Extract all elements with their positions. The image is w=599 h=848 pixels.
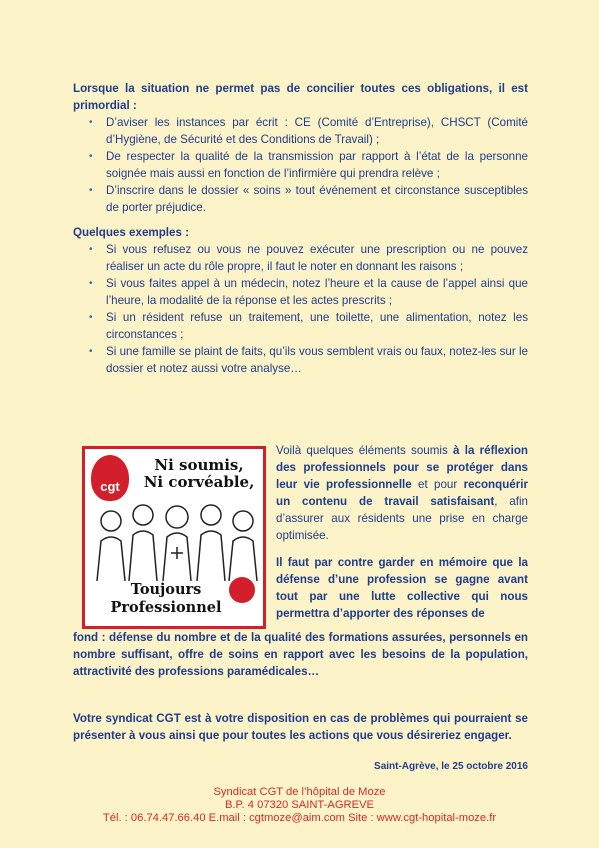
- collective-paragraph: Il faut par contre garder en mémoire que la défense d’une profession se gagne avant tout par une lutte collective qui nous permettra d’apporter des réponses de: [276, 556, 528, 620]
- poster-tagline: Toujours Professionnel: [110, 581, 222, 616]
- closing-paragraph: Votre syndicat CGT est à votre disposition en cas de problèmes qui pourraient se présenter à vous ainsi que pour toutes les actions que vous désireriez engager.: [73, 712, 528, 742]
- examples-heading: Quelques exemples :: [73, 226, 189, 239]
- list-item: • Si une famille se plaint de faits, qu’ils vous semblent vrais ou faux, notez-les sur le dossier et notez aussi votre analyse…: [89, 345, 528, 375]
- bullet-icon: •: [89, 278, 93, 289]
- reflection-paragraph: Voilà quelques éléments soumis à la réflexion des professionnels pour se protéger dans leur vie professionnelle et pour reconquérir un contenu de travail satisfaisant, afin d’assurer aux résidents une prise en charge optimisée.: [276, 444, 528, 542]
- footer-union: Syndicat CGT de l’hôpital de Moze: [213, 786, 386, 798]
- footer: [0, 786, 599, 825]
- signature-date: Saint-Agrève, le 25 octobre 2016: [374, 761, 528, 772]
- intro-paragraph: Lorsque la situation ne permet pas de concilier toutes ces obligations, il est primordial :: [73, 82, 528, 112]
- cgt-poster-image: [82, 446, 266, 629]
- footer-address: B.P. 4 07320 SAINT-AGREVE: [224, 799, 375, 811]
- main-content: [73, 80, 528, 385]
- footer-contact: Tél. : 06.74.47.66.40 E.mail : cgtmoze@aim.com Site : www.cgt-hopital-moze.fr: [102, 812, 497, 824]
- continuation-paragraph: fond : défense du nombre et de la qualité des formations assurées, personnels en nombre suffisant, offre de soins en rapport avec les besoins de la population, attractivité des professions paramédicales…: [73, 631, 528, 678]
- cgt-logo-icon: cgt: [91, 455, 129, 501]
- examples-list: [73, 241, 528, 377]
- list-item: • Si un résident refuse un traitement, une toilette, une alimentation, notez les circonstances ;: [89, 311, 528, 341]
- list-item: • D’inscrire dans le dossier « soins » tout événement et circonstance susceptibles de porter préjudice.: [89, 184, 528, 214]
- bullet-icon: •: [89, 346, 93, 357]
- bullet-icon: •: [89, 312, 93, 323]
- list-item: • De respecter la qualité de la transmission par rapport à l’état de la personne soignée mais aussi en fonction de l’infirmière qui prendra relève ;: [89, 150, 528, 180]
- bullet-icon: •: [89, 185, 93, 196]
- list-item: • Si vous faites appel à un médecin, notez l’heure et la cause de l’appel ainsi que l’heure, la modalité de la réponse et les actes prescrits ;: [89, 277, 528, 307]
- bullet-icon: •: [89, 244, 93, 255]
- list-item: • Si vous refusez ou vous ne pouvez exécuter une prescription ou ne pouvez réaliser un acte du rôle propre, il faut le noter en donnant les raisons ;: [89, 243, 528, 273]
- bullet-icon: •: [89, 151, 93, 162]
- side-text: [276, 442, 528, 622]
- caregivers-drawing-icon: [93, 497, 259, 581]
- bullet-icon: •: [89, 117, 93, 128]
- ufmict-logo-icon: [229, 577, 255, 603]
- obligations-list: [73, 114, 528, 216]
- list-item: • D’aviser les instances par écrit : CE (Comité d’Entreprise), CHSCT (Comité d’Hygiène, de Sécurité et des Conditions de Travail) ;: [89, 116, 528, 146]
- poster-headline: Ni soumis, Ni corvéable,: [143, 456, 255, 491]
